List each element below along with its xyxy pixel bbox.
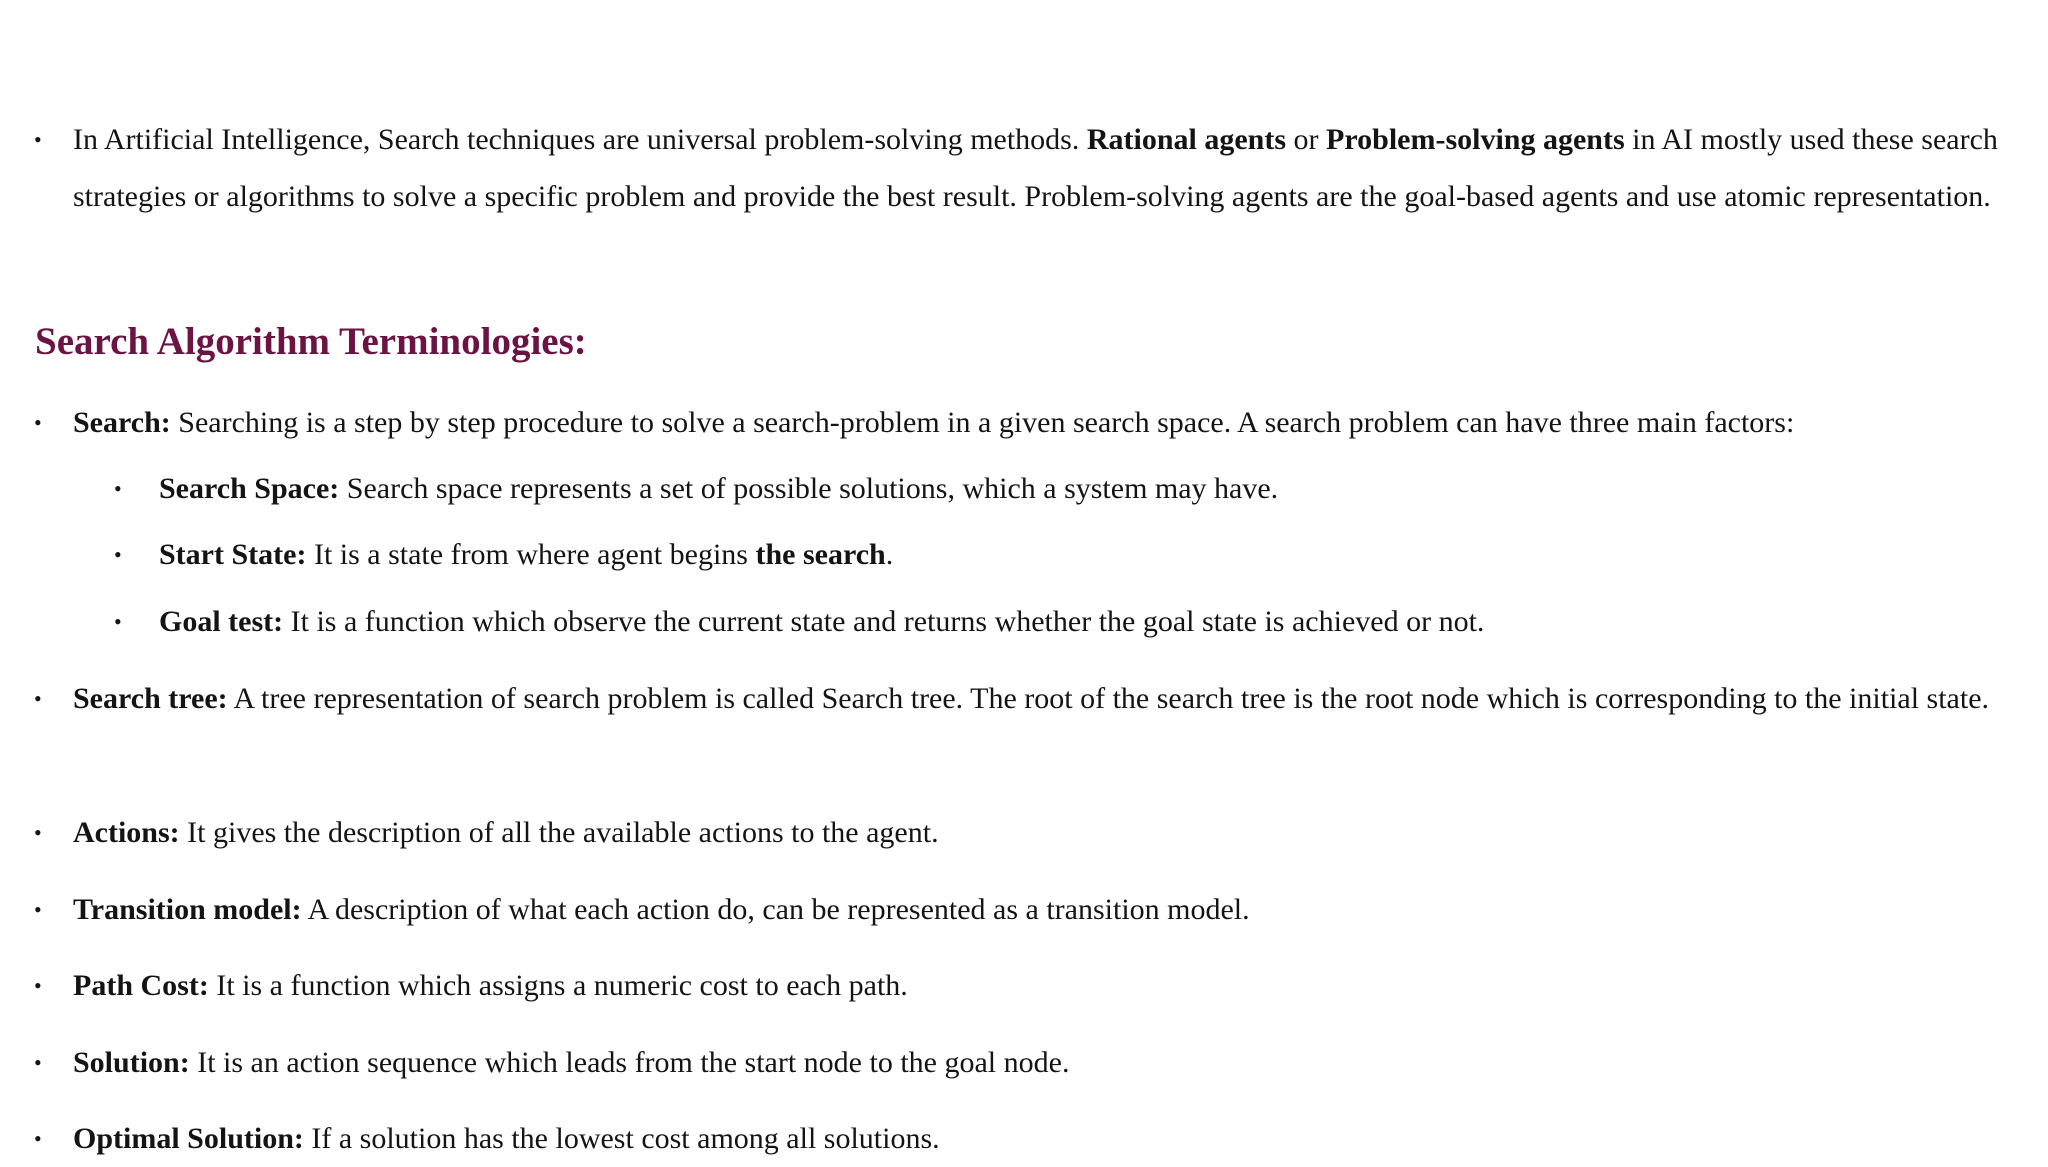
term-label: Solution:	[73, 1046, 190, 1079]
term-label: Optimal Solution:	[73, 1122, 304, 1155]
term-definition: A description of what each action do, can be represented as a transition model.	[301, 893, 1250, 926]
term-period: .	[885, 538, 894, 571]
term-label: Transition model:	[73, 893, 302, 926]
list-item-search-space	[159, 460, 2029, 517]
term-label: Actions:	[73, 816, 180, 849]
list-item-transition-model	[73, 881, 2033, 938]
list-item-path-cost	[73, 957, 2033, 1014]
term-label: Search tree:	[73, 682, 228, 715]
term-emphasis: the search	[755, 538, 886, 571]
term-label: Search Space:	[159, 472, 340, 505]
term-definition: Searching is a step by step procedure to solve a search-problem in a given search space. A search problem can have three main factors:	[170, 406, 1795, 439]
term-definition: If a solution has the lowest cost among all solutions.	[303, 1122, 940, 1155]
term-definition: It is a function which assigns a numeric cost to each path.	[208, 969, 908, 1002]
term-definition: It is an action sequence which leads from the start node to the goal node.	[189, 1046, 1070, 1079]
list-item-actions	[73, 804, 2033, 861]
section-heading: Search Algorithm Terminologies:	[35, 320, 587, 363]
term-definition: It gives the description of all the available actions to the agent.	[179, 816, 939, 849]
list-item-search	[73, 394, 2033, 451]
term-definition: It is a state from where agent begins	[306, 538, 756, 571]
term-label: Search:	[73, 406, 171, 439]
term-label: Path Cost:	[73, 969, 209, 1002]
rational-agents-term: Rational agents	[1086, 123, 1287, 156]
list-item-start-state	[159, 526, 2029, 583]
term-definition: It is a function which observe the current state and returns whether the goal state is achieved or not.	[283, 605, 1485, 638]
list-item-search-tree	[73, 670, 2033, 727]
problem-solving-agents-term: Problem-solving agents	[1326, 123, 1625, 156]
term-label: Goal test:	[159, 605, 284, 638]
intro-text-end: in AI mostly used these search strategies or algorithms to solve a specific problem and provide the best result. Problem-solving agents are the goal-based agents and use atomic representation.	[73, 123, 1998, 213]
list-item-goal-test	[159, 593, 2029, 650]
intro-text-start: In Artificial Intelligence, Search techniques are universal problem-solving methods.	[73, 123, 1087, 156]
term-definition: Search space represents a set of possible solutions, which a system may have.	[339, 472, 1279, 505]
list-item-optimal-solution	[73, 1110, 2033, 1167]
intro-text-or: or	[1286, 123, 1327, 156]
list-item-solution	[73, 1034, 2033, 1091]
term-definition: A tree representation of search problem is called Search tree. The root of the search tree is the root node which is corresponding to the initial state.	[227, 682, 1990, 715]
intro-paragraph	[73, 111, 2033, 225]
term-label: Start State:	[159, 538, 307, 571]
